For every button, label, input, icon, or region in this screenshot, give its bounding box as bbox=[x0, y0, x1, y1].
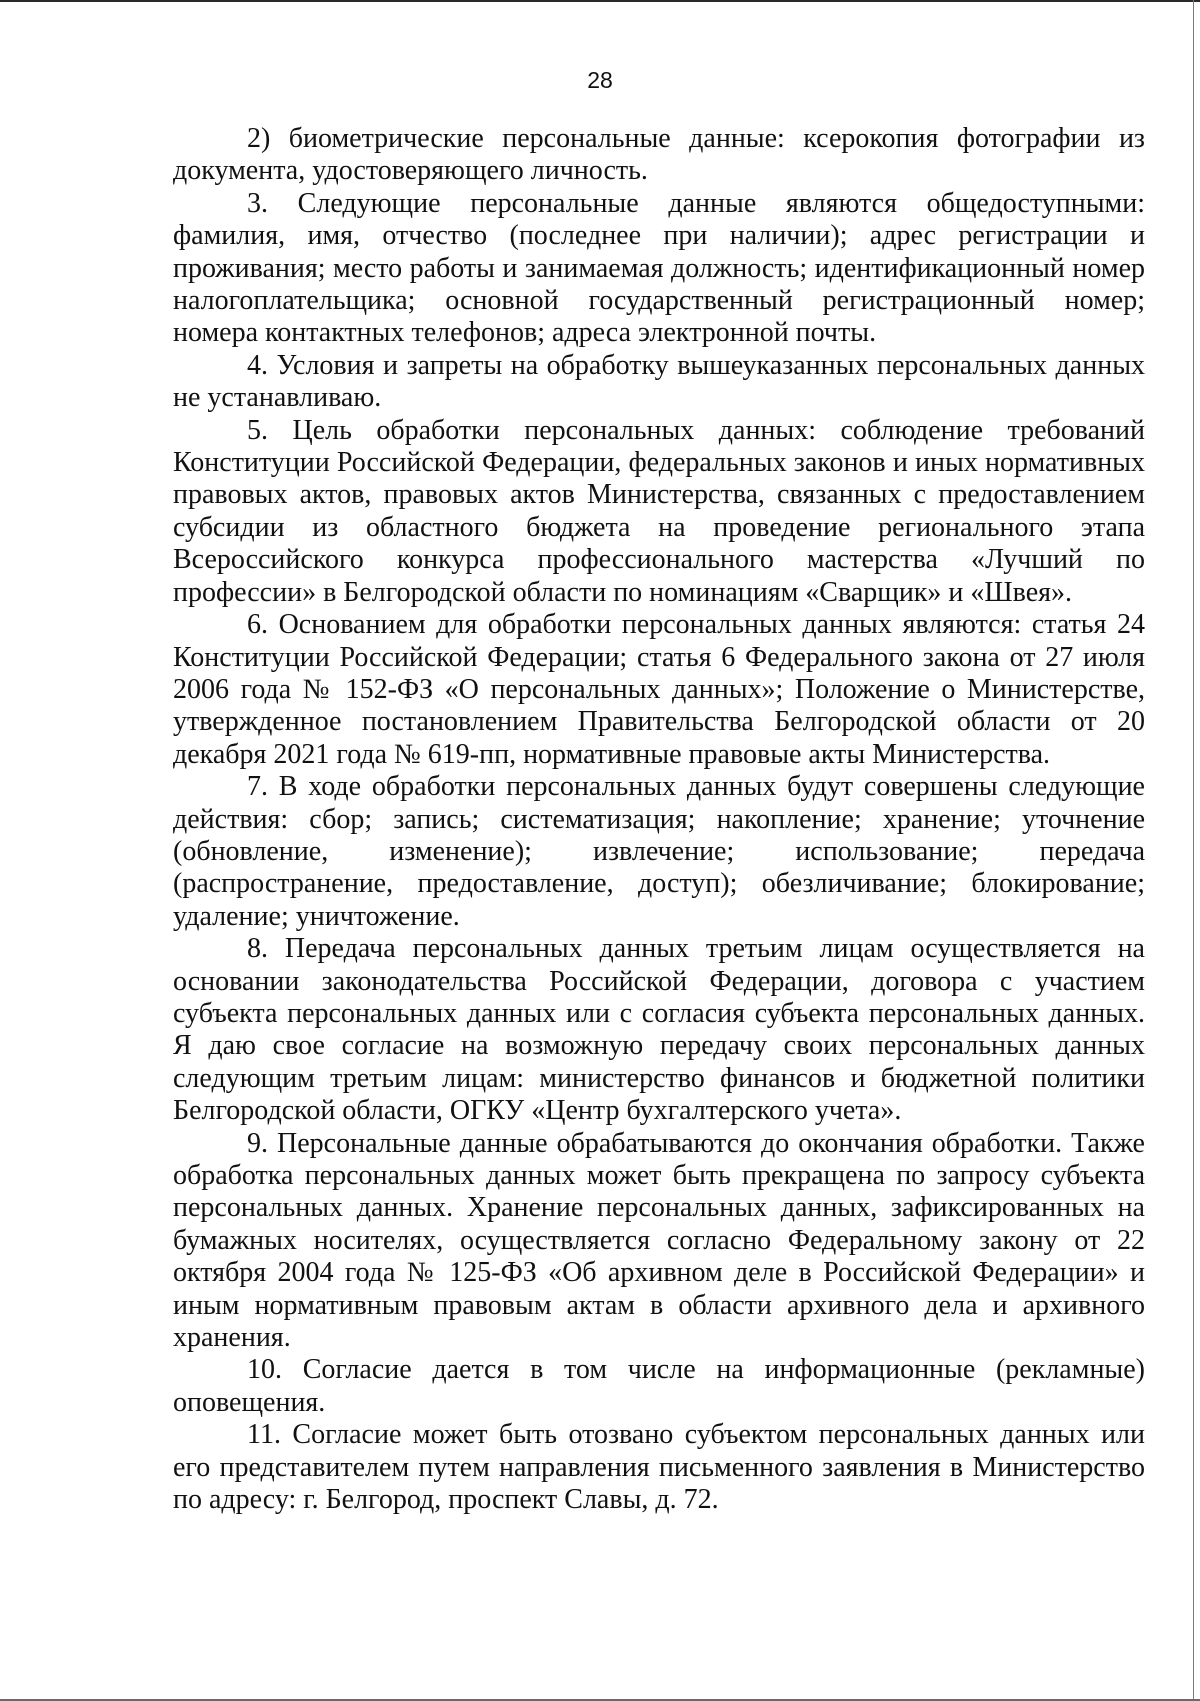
scan-top-edge bbox=[0, 0, 1200, 2]
paragraph-conditions: 4. Условия и запреты на обработку вышеуказанных персональных данных не устанавливаю. bbox=[173, 349, 1145, 414]
paragraph-withdrawal: 11. Согласие может быть отозвано субъектом персональных данных или его представителем путем направления письменного заявления в Министерство по адресу: г. Белгород, проспект Славы, д. 72. bbox=[173, 1419, 1145, 1516]
paragraph-public-data: 3. Следующие персональные данные являются общедоступными: фамилия, имя, отчество (последнее при наличии); адрес регистрации и проживания; место работы и занимаемая должность; идентификационный номер налогоплательщика; основной государственный регистрационный номер; номера контактных телефонов; адреса электронной почты. bbox=[173, 187, 1145, 349]
paragraph-third-parties: 8. Передача персональных данных третьим лицам осуществляется на основании законодательства Российской Федерации, договора с участием субъекта персональных данных или с согласия субъекта персональных данных. Я даю свое согласие на возможную передачу своих персональных данных следующим третьим лицам: министерство финансов и бюджетной политики Белгородской области, ОГКУ «Центр бухгалтерского учета». bbox=[173, 933, 1145, 1127]
paragraph-actions: 7. В ходе обработки персональных данных будут совершены следующие действия: сбор; запись; систематизация; накопление; хранение; уточнение (обновление, изменение); извлечение; использование; передача (распространение, предоставление, доступ); обезличивание; блокирование; удаление; уничтожение. bbox=[173, 771, 1145, 932]
paragraph-purpose: 5. Цель обработки персональных данных: соблюдение требований Конституции Российской Федерации, федеральных законов и иных нормативных правовых актов, правовых актов Министерства, связанных с предоставлением субсидии из областного бюджета на проведение регионального этапа Всероссийского конкурса профессионального мастерства «Лучший по профессии» в Белгородской области по номинациям «Сварщик» и «Швея». bbox=[173, 414, 1145, 608]
document-body bbox=[173, 123, 1145, 1516]
paragraph-retention: 9. Персональные данные обрабатываются до окончания обработки. Также обработка персональных данных может быть прекращена по запросу субъекта персональных данных. Хранение персональных данных, зафиксированных на бумажных носителях, осуществляется согласно Федеральному закону от 22 октября 2004 года № 125-ФЗ «Об архивном деле в Российской Федерации» и иным нормативным правовым актам в области архивного дела и архивного хранения. bbox=[173, 1127, 1145, 1354]
page-number: 28 bbox=[587, 67, 613, 93]
scan-right-edge bbox=[1193, 0, 1194, 1701]
paragraph-biometric-data: 2) биометрические персональные данные: ксерокопия фотографии из документа, удостоверяющего личность. bbox=[173, 123, 1145, 187]
paragraph-legal-basis: 6. Основанием для обработки персональных данных являются: статья 24 Конституции Российской Федерации; статья 6 Федерального закона от 27 июля 2006 года № 152-ФЗ «О персональных данных»; Положение о Министерстве, утвержденное постановлением Правительства Белгородской области от 20 декабря 2021 года № 619-пп, нормативные правовые акты Министерства. bbox=[173, 609, 1145, 770]
paragraph-notifications: 10. Согласие дается в том числе на информационные (рекламные) оповещения. bbox=[173, 1354, 1145, 1418]
